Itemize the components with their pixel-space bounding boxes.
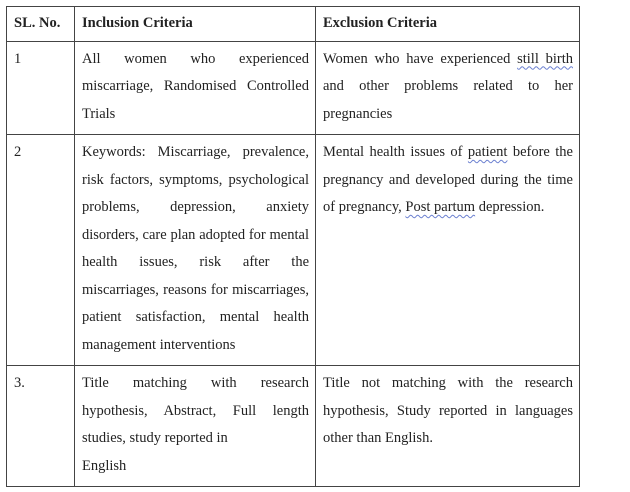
row-1-exclusion — [316, 41, 580, 135]
table-header-row — [7, 7, 580, 42]
table-row — [7, 41, 580, 135]
row-1-sl: 1 — [7, 41, 75, 135]
spellcheck-flag-still-birth: still birth — [517, 50, 573, 67]
header-inclusion-criteria: Inclusion Criteria — [75, 7, 316, 42]
row-1-exclusion-text-a: Women who have experienced — [323, 50, 518, 67]
row-3-inclusion — [75, 366, 316, 487]
spellcheck-flag-patient: patient — [467, 144, 508, 160]
row-2-inclusion: Keywords: Miscarriage, prevalence, risk factors, symptoms, psychological problems, depression, anxiety disorders, care plan adopted for mental health issues, risk after the miscarriages, reasons for miscarriages, patient satisfaction, mental health management interventions — [75, 135, 316, 366]
criteria-table — [6, 6, 580, 487]
row-3-sl: 3. — [7, 366, 75, 487]
row-2-exclusion-text-a: Mental health issues of — [323, 144, 468, 160]
row-2-sl: 2 — [7, 135, 75, 366]
row-1-exclusion-text-b: and other problems related to her pregnancies — [323, 78, 573, 122]
row-3-exclusion: Title not matching with the research hypothesis, Study reported in languages other than English. — [316, 366, 580, 487]
table-row — [7, 135, 580, 366]
row-2-exclusion — [316, 135, 580, 366]
row-2-exclusion-text-c: depression. — [475, 199, 545, 215]
header-sl-no: SL. No. — [7, 7, 75, 42]
row-3-inclusion-main: Title matching with research hypothesis, Abstract, Full length studies, study reported in — [82, 375, 309, 446]
table-row — [7, 366, 580, 487]
row-3-inclusion-last: English — [82, 457, 127, 474]
row-2-exclusion-text-b: before the pregnancy and developed during the time of pregnancy, — [323, 144, 573, 215]
header-exclusion-criteria: Exclusion Criteria — [316, 7, 580, 42]
spellcheck-flag-post-partum: Post partum — [405, 199, 476, 215]
row-1-inclusion: All women who experienced miscarriage, Randomised Controlled Trials — [75, 41, 316, 135]
